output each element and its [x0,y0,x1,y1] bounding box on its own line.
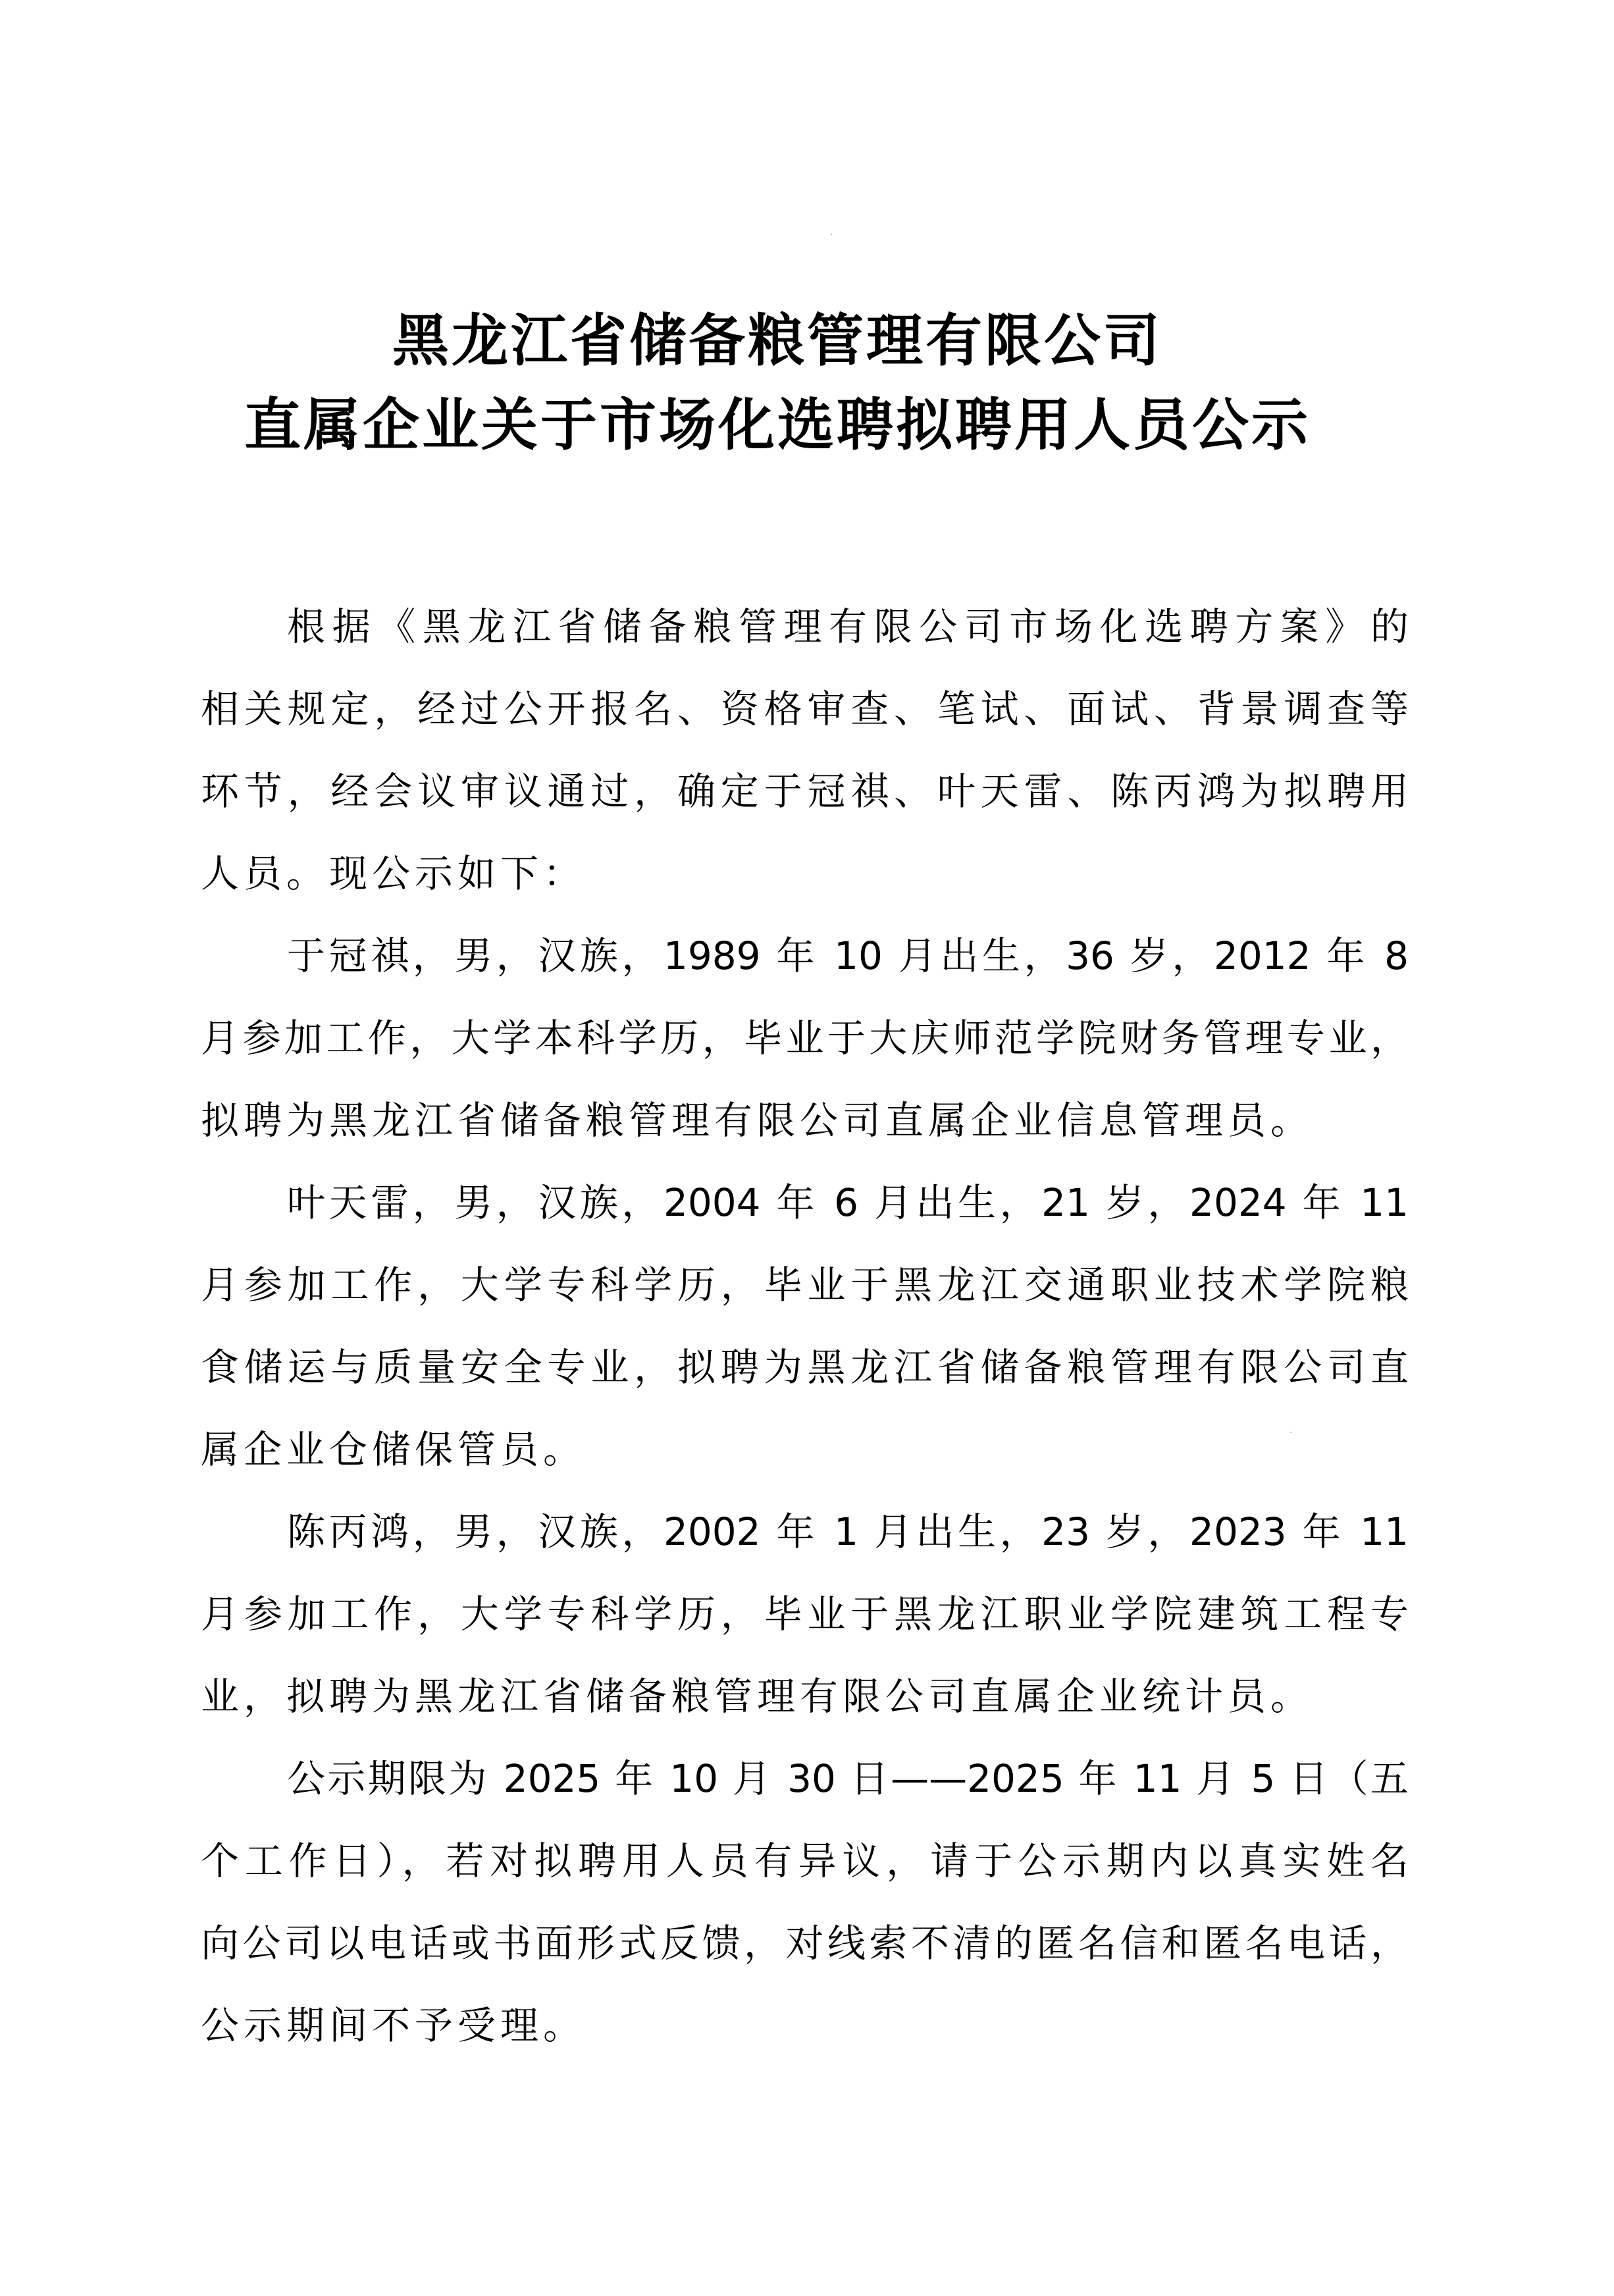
scan-speck [831,234,832,235]
text-line: 公示期间不予受理。 [201,2003,586,2048]
text-line: 叶天雷，男，汉族，2004 年 6 月出生，21 岁，2024 年 11 [287,1180,1409,1225]
text-line: 月参加工作，大学专科学历，毕业于黑龙江交通职业技术学院粮 [201,1263,1409,1307]
text-line: 食储运与质量安全专业，拟聘为黑龙江省储备粮管理有限公司直 [201,1345,1409,1390]
text-line: 月参加工作，大学本科学历，毕业于大庆师范学院财务管理专业， [201,1016,1409,1060]
text-line: 月参加工作，大学专科学历，毕业于黑龙江职业学院建筑工程专 [201,1592,1409,1636]
text-line: 根据《黑龙江省储备粮管理有限公司市场化选聘方案》的 [287,604,1409,649]
scan-speck [1290,1432,1291,1433]
text-line: 环节，经会议审议通过，确定于冠祺、叶天雷、陈丙鸿为拟聘用 [201,769,1409,814]
title-line-2: 直属企业关于市场化选聘拟聘用人员公示 [244,392,1311,458]
text-line: 相关规定，经过公开报名、资格审查、笔试、面试、背景调查等 [201,687,1409,731]
text-line: 人员。现公示如下： [201,851,586,896]
text-line: 于冠祺，男，汉族，1989 年 10 月出生，36 岁，2012 年 8 [287,933,1409,978]
text-line: 陈丙鸿，男，汉族，2002 年 1 月出生，23 岁，2023 年 11 [287,1509,1409,1554]
text-line: 公示期限为 2025 年 10 月 30 日——2025 年 11 月 5 日（五 [287,1756,1409,1801]
text-line: 业，拟聘为黑龙江省储备粮管理有限公司直属企业统计员。 [201,1674,1314,1719]
text-line: 属企业仓储保管员。 [201,1427,586,1472]
text-line: 拟聘为黑龙江省储备粮管理有限公司直属企业信息管理员。 [201,1098,1314,1143]
text-line: 向公司以电话或书面形式反馈，对线索不清的匿名信和匿名电话， [201,1921,1409,1966]
text-line: 个工作日），若对拟聘用人员有异议，请于公示期内以真实姓名 [201,1839,1409,1883]
title-line-1: 黑龙江省储备粮管理有限公司 [392,307,1162,374]
